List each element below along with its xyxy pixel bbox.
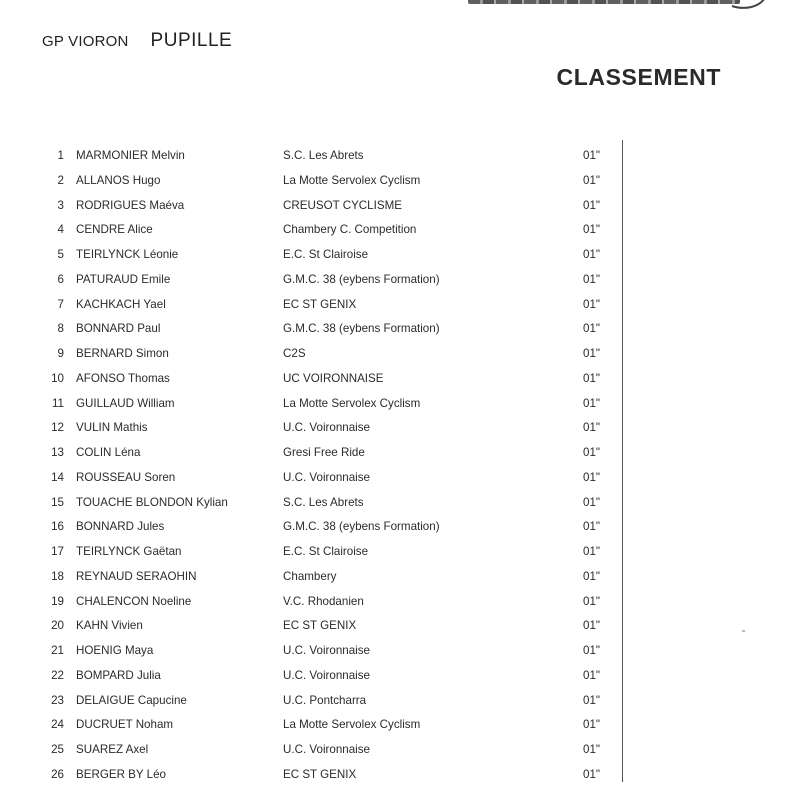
rank: 11 bbox=[51, 396, 64, 410]
result-row bbox=[40, 738, 640, 763]
finish-time: 01" bbox=[583, 569, 601, 583]
rank: 15 bbox=[51, 495, 64, 509]
club-name: E.C. St Clairoise bbox=[283, 545, 369, 558]
finish-time: 01" bbox=[583, 297, 601, 311]
logo-fragment bbox=[468, 0, 768, 10]
results-list bbox=[40, 144, 640, 788]
club-name: EC ST GENIX bbox=[283, 767, 357, 781]
rider-name: AFONSO Thomas bbox=[76, 371, 170, 385]
club-name: EC ST GENIX bbox=[283, 297, 357, 311]
finish-time: 01" bbox=[583, 149, 601, 162]
club-name: U.C. Voironnaise bbox=[283, 421, 370, 435]
rank: 5 bbox=[57, 248, 64, 261]
finish-time: 01" bbox=[583, 347, 601, 360]
result-row bbox=[40, 664, 640, 689]
rank: 21 bbox=[51, 644, 64, 657]
document-header bbox=[42, 30, 232, 52]
club-name: G.M.C. 38 (eybens Formation) bbox=[283, 272, 440, 286]
rider-name: TEIRLYNCK Léonie bbox=[76, 248, 179, 261]
time-column-rule bbox=[622, 140, 623, 782]
rank: 24 bbox=[51, 718, 64, 732]
result-row bbox=[40, 367, 640, 392]
result-row bbox=[40, 491, 640, 516]
club-name: Gresi Free Ride bbox=[283, 446, 365, 459]
result-row bbox=[40, 243, 640, 268]
club-name: C2S bbox=[283, 347, 306, 360]
finish-time: 01" bbox=[583, 619, 601, 633]
scan-speck bbox=[742, 630, 745, 632]
club-name: S.C. Les Abrets bbox=[283, 149, 364, 162]
club-name: S.C. Les Abrets bbox=[283, 495, 364, 509]
finish-time: 01" bbox=[583, 272, 601, 286]
rider-name: GUILLAUD William bbox=[76, 396, 175, 410]
logo-swash-icon bbox=[730, 0, 770, 12]
rank: 14 bbox=[51, 470, 64, 484]
club-name: EC ST GENIX bbox=[283, 619, 357, 633]
rank: 16 bbox=[51, 520, 64, 534]
club-name: U.C. Pontcharra bbox=[283, 693, 367, 707]
rank: 2 bbox=[57, 173, 64, 187]
rider-name: CHALENCON Noeline bbox=[76, 594, 192, 608]
club-name: UC VOIRONNAISE bbox=[283, 371, 384, 385]
rank: 9 bbox=[57, 347, 64, 360]
rider-name: BOMPARD Julia bbox=[76, 668, 161, 682]
rider-name: ROUSSEAU Soren bbox=[76, 470, 176, 484]
result-row bbox=[40, 713, 640, 738]
rider-name: RODRIGUES Maéva bbox=[76, 198, 185, 212]
finish-time: 01" bbox=[583, 223, 601, 237]
finish-time: 01" bbox=[583, 668, 601, 682]
rank: 4 bbox=[57, 223, 64, 237]
rider-name: DUCRUET Noham bbox=[76, 718, 174, 732]
result-row bbox=[40, 317, 640, 342]
club-name: G.M.C. 38 (eybens Formation) bbox=[283, 520, 440, 534]
result-row bbox=[40, 466, 640, 491]
rider-name: TOUACHE BLONDON Kylian bbox=[76, 495, 228, 509]
club-name: La Motte Servolex Cyclism bbox=[283, 718, 421, 732]
result-row bbox=[40, 194, 640, 219]
finish-time: 01" bbox=[583, 421, 601, 435]
club-name: La Motte Servolex Cyclism bbox=[283, 173, 421, 187]
rank: 1 bbox=[57, 149, 64, 162]
club-name: Chambery C. Competition bbox=[283, 223, 417, 237]
rider-name: KAHN Vivien bbox=[76, 619, 143, 633]
finish-time: 01" bbox=[583, 248, 601, 261]
club-name: CREUSOT CYCLISME bbox=[283, 198, 402, 212]
rider-name: TEIRLYNCK Gaëtan bbox=[76, 545, 182, 558]
rank: 6 bbox=[57, 272, 64, 286]
finish-time: 01" bbox=[583, 718, 601, 732]
rank: 10 bbox=[51, 371, 64, 385]
finish-time: 01" bbox=[583, 446, 601, 459]
page-title: CLASSEMENT bbox=[556, 64, 721, 90]
finish-time: 01" bbox=[583, 545, 601, 558]
rider-name: SUAREZ Axel bbox=[76, 743, 149, 756]
result-row bbox=[40, 515, 640, 540]
result-row bbox=[40, 689, 640, 714]
finish-time: 01" bbox=[583, 693, 601, 707]
result-row bbox=[40, 540, 640, 565]
rank: 22 bbox=[51, 668, 64, 682]
rank: 18 bbox=[51, 569, 64, 583]
rank: 3 bbox=[57, 198, 64, 212]
result-row bbox=[40, 268, 640, 293]
rank: 17 bbox=[51, 545, 64, 558]
finish-time: 01" bbox=[583, 322, 601, 336]
finish-time: 01" bbox=[583, 743, 601, 756]
result-row bbox=[40, 763, 640, 788]
finish-time: 01" bbox=[583, 594, 601, 608]
result-row bbox=[40, 416, 640, 441]
rank: 7 bbox=[57, 297, 64, 311]
result-row bbox=[40, 144, 640, 169]
rider-name: ALLANOS Hugo bbox=[76, 173, 161, 187]
rank: 25 bbox=[51, 743, 64, 756]
rank: 26 bbox=[51, 767, 64, 781]
finish-time: 01" bbox=[583, 371, 601, 385]
rider-name: VULIN Mathis bbox=[76, 421, 148, 435]
rider-name: BONNARD Jules bbox=[76, 520, 165, 534]
result-row bbox=[40, 169, 640, 194]
finish-time: 01" bbox=[583, 495, 601, 509]
result-row bbox=[40, 441, 640, 466]
finish-time: 01" bbox=[583, 767, 601, 781]
logo-text-fragment bbox=[468, 0, 740, 4]
rider-name: REYNAUD SERAOHIN bbox=[76, 569, 197, 583]
result-row bbox=[40, 590, 640, 615]
rider-name: BERGER BY Léo bbox=[76, 767, 167, 781]
result-row bbox=[40, 639, 640, 664]
finish-time: 01" bbox=[583, 470, 601, 484]
rider-name: KACHKACH Yael bbox=[76, 297, 166, 311]
result-row bbox=[40, 342, 640, 367]
result-row bbox=[40, 392, 640, 417]
race-name: GP VIORON bbox=[42, 33, 129, 50]
rank: 19 bbox=[51, 594, 64, 608]
result-row bbox=[40, 565, 640, 590]
club-name: U.C. Voironnaise bbox=[283, 743, 370, 756]
rider-name: MARMONIER Melvin bbox=[76, 149, 185, 162]
rider-name: COLIN Léna bbox=[76, 446, 141, 459]
finish-time: 01" bbox=[583, 173, 601, 187]
result-row bbox=[40, 614, 640, 639]
result-row bbox=[40, 293, 640, 318]
club-name: U.C. Voironnaise bbox=[283, 644, 370, 657]
rank: 12 bbox=[51, 421, 64, 435]
finish-time: 01" bbox=[583, 644, 601, 657]
rank: 20 bbox=[51, 619, 64, 633]
rider-name: DELAIGUE Capucine bbox=[76, 693, 187, 707]
rank: 13 bbox=[51, 446, 64, 459]
rank: 8 bbox=[57, 322, 64, 336]
rider-name: HOENIG Maya bbox=[76, 644, 154, 657]
rank: 23 bbox=[51, 693, 64, 707]
club-name: La Motte Servolex Cyclism bbox=[283, 396, 421, 410]
finish-time: 01" bbox=[583, 198, 601, 212]
club-name: Chambery bbox=[283, 569, 337, 583]
rider-name: PATURAUD Emile bbox=[76, 272, 171, 286]
club-name: G.M.C. 38 (eybens Formation) bbox=[283, 322, 440, 336]
club-name: U.C. Voironnaise bbox=[283, 470, 370, 484]
race-category: PUPILLE bbox=[150, 30, 233, 51]
result-row bbox=[40, 218, 640, 243]
rider-name: CENDRE Alice bbox=[76, 223, 153, 237]
club-name: E.C. St Clairoise bbox=[283, 248, 369, 261]
finish-time: 01" bbox=[583, 520, 601, 534]
rider-name: BONNARD Paul bbox=[76, 322, 161, 336]
finish-time: 01" bbox=[583, 396, 601, 410]
rider-name: BERNARD Simon bbox=[76, 347, 169, 360]
club-name: V.C. Rhodanien bbox=[283, 594, 364, 608]
club-name: U.C. Voironnaise bbox=[283, 668, 370, 682]
